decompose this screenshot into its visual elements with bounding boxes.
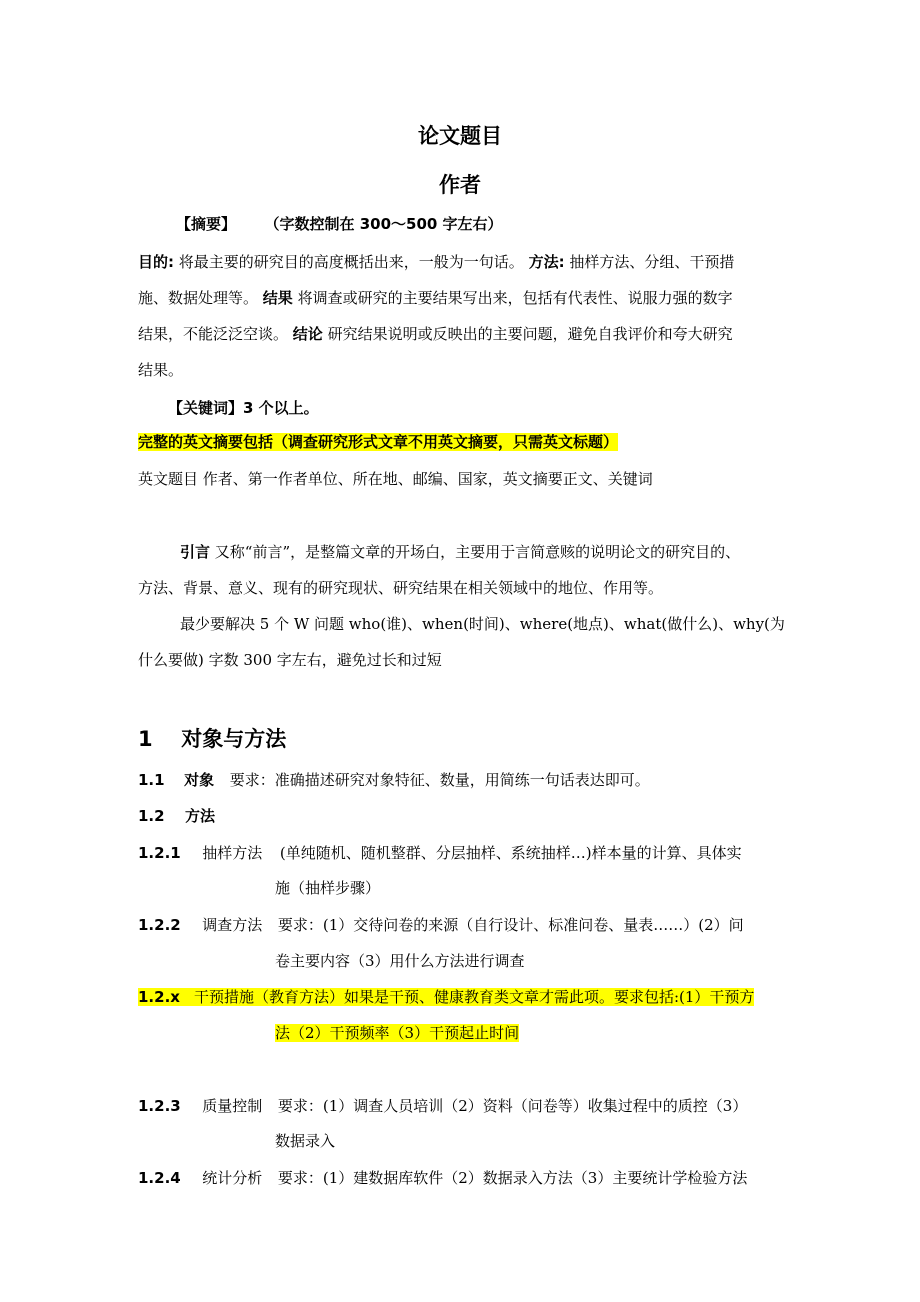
subsection-1-2-2-line-2: 卷主要内容（3）用什么方法进行调查: [275, 952, 525, 970]
keywords-text: 3 个以上。: [243, 399, 319, 417]
paper-title: 论文题目: [418, 124, 502, 148]
method-text-2: 施、数据处理等。: [138, 289, 259, 307]
subsection-1-2-1-line-2: 施（抽样步骤）: [275, 879, 381, 897]
abstract-header: [176, 214, 503, 234]
result-label: 结果: [262, 289, 293, 307]
subsection-1-2-1-line-1: (单纯随机、随机整群、分层抽样、系统抽样…)样本量的计算、具体实: [279, 844, 742, 862]
subsection-1-2-3-line-2: 数据录入: [275, 1132, 336, 1150]
conclusion-text-2: 结果。: [138, 361, 184, 379]
subsection-1-2-4: [138, 1168, 747, 1188]
method-text-1: 抽样方法、分组、干预措: [569, 253, 735, 271]
subsection-1-2-3-number: 1.2.3: [138, 1097, 181, 1115]
intro-line-3: 最少要解决 5 个 W 问题 who(谁)、when(时间)、where(地点)、what(做什么)、why(为: [180, 615, 785, 633]
section-1-heading: [138, 725, 286, 753]
subsection-1-2-x-line-2-wrap: [275, 1023, 519, 1043]
abstract-line-2: [138, 288, 733, 308]
purpose-text: 将最主要的研究目的高度概括出来，一般为一句话。: [178, 253, 524, 271]
subsection-1-2-title: 方法: [185, 807, 216, 825]
subsection-1-1-number: 1.1: [138, 771, 165, 789]
subsection-1-2: [138, 806, 215, 826]
subsection-1-2-3-line-1: 要求：(1）调查人员培训（2）资料（问卷等）收集过程中的质控（3）: [277, 1097, 748, 1115]
english-abstract-items: 英文题目 作者、第一作者单位、所在地、邮编、国家，英文摘要正文、关键词: [138, 470, 653, 488]
subsection-1-2-4-line-1: 要求：(1）建数据库软件（2）数据录入方法（3）主要统计学检验方法: [277, 1169, 748, 1187]
intro-line-1: [180, 542, 740, 562]
section-1-title: 对象与方法: [181, 727, 287, 751]
subsection-1-1-text: 要求：准确描述研究对象特征、数量，用简练一句话表达即可。: [229, 771, 650, 789]
subsection-1-2-x-title: 干预措施（教育方法）如果是干预、健康教育类文章才需此项。: [193, 988, 614, 1006]
subsection-1-2-2-line-1: 要求：(1）交待问卷的来源（自行设计、标准问卷、量表……）(2）问: [277, 916, 744, 934]
subsection-1-2-3-title: 质量控制: [202, 1097, 263, 1115]
english-abstract-note: [138, 432, 618, 452]
english-abstract-note-text: 完整的英文摘要包括（调查研究形式文章不用英文摘要，只需英文标题）: [138, 433, 619, 451]
paper-author: 作者: [439, 173, 481, 197]
keywords-label: 【关键词】: [168, 399, 244, 417]
keywords-line: [168, 398, 319, 418]
abstract-note: （字数控制在 300～500 字左右）: [264, 215, 503, 233]
subsection-1-2-4-title: 统计分析: [202, 1169, 263, 1187]
abstract-label: 【摘要】: [176, 215, 237, 233]
subsection-1-2-x: [138, 987, 754, 1007]
subsection-1-2-4-number: 1.2.4: [138, 1169, 181, 1187]
subsection-1-2-x-requirements: 要求包括:(1）干预方: [613, 988, 755, 1006]
intro-label: 引言: [180, 543, 211, 561]
subsection-1-2-x-main: [138, 988, 614, 1006]
subsection-1-2-1-title: 抽样方法: [202, 844, 263, 862]
result-text-1: 将调查或研究的主要结果写出来，包括有代表性、说服力强的数字: [297, 289, 733, 307]
conclusion-label: 结论: [292, 325, 323, 343]
conclusion-text-1: 研究结果说明或反映出的主要问题，避免自我评价和夸大研究: [327, 325, 733, 343]
abstract-line-1: [138, 252, 734, 272]
purpose-label: 目的:: [138, 253, 174, 271]
subsection-1-2-2-number: 1.2.2: [138, 916, 181, 934]
subsection-1-2-1-number: 1.2.1: [138, 844, 181, 862]
abstract-line-4: [138, 360, 183, 380]
result-text-2: 结果，不能泛泛空谈。: [138, 325, 289, 343]
intro-line-4: 什么要做) 字数 300 字左右，避免过长和过短: [138, 651, 442, 669]
subsection-1-2-x-line-2: 法（2）干预频率（3）干预起止时间: [275, 1024, 520, 1042]
subsection-1-2-x-number: 1.2.x: [138, 988, 180, 1006]
method-label: 方法:: [528, 253, 565, 271]
section-1-number: 1: [138, 727, 153, 751]
intro-line-1-text: 又称“前言”，是整篇文章的开场白，主要用于言简意赅的说明论文的研究目的、: [214, 543, 741, 561]
subsection-1-2-number: 1.2: [138, 807, 165, 825]
subsection-1-2-2: [138, 915, 744, 935]
subsection-1-2-2-title: 调查方法: [202, 916, 263, 934]
abstract-line-3: [138, 324, 733, 344]
subsection-1-2-3: [138, 1096, 747, 1116]
intro-line-2: 方法、背景、意义、现有的研究现状、研究结果在相关领域中的地位、作用等。: [138, 579, 664, 597]
subsection-1-1: [138, 770, 650, 790]
subsection-1-1-title: 对象: [184, 771, 215, 789]
subsection-1-2-1: [138, 843, 742, 863]
